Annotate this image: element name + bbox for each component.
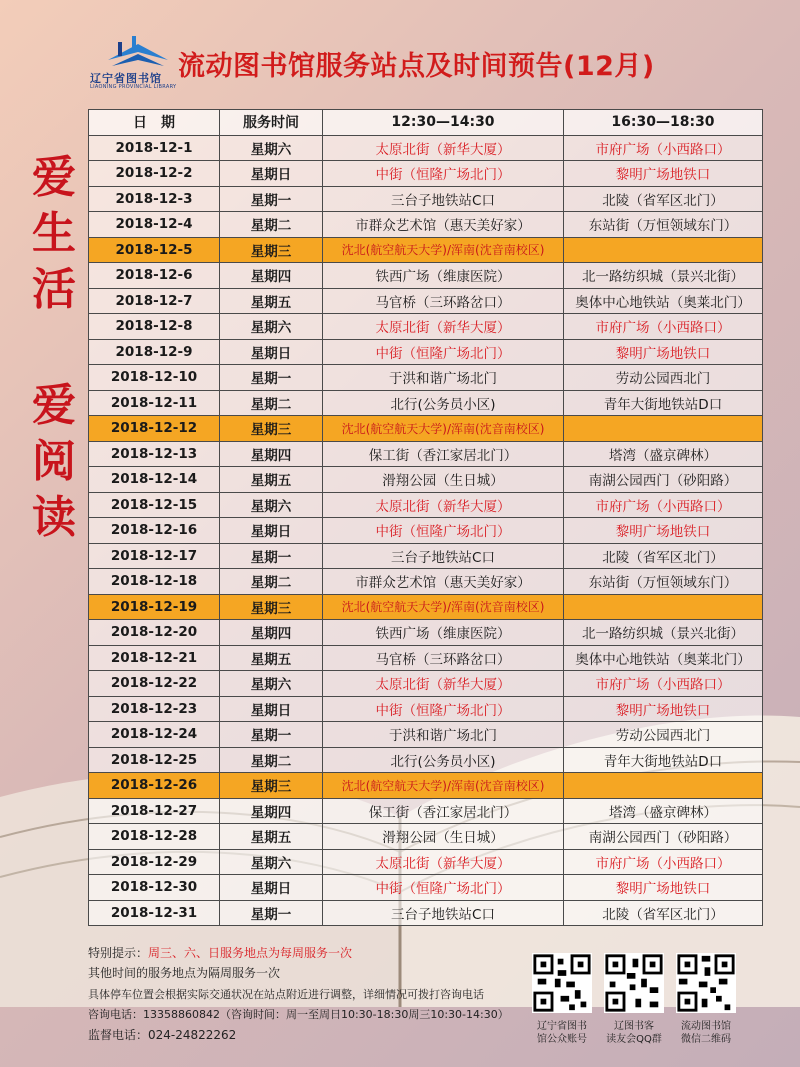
table-row: [89, 416, 763, 442]
qr-code-icon: [532, 953, 592, 1013]
pm-location-cell: 市府广场（小西路口）: [564, 671, 763, 697]
table-row: [89, 390, 763, 416]
logo-name: 辽宁省图书馆: [90, 72, 162, 85]
header-date: 日 期: [89, 110, 220, 136]
am-location-cell: 保工街（香江家居北门）: [323, 441, 564, 467]
pm-location-cell: 北一路纺织城（景兴北街）: [564, 620, 763, 646]
am-location-cell: 沈北(航空航天大学)/浑南(沈音南校区): [323, 416, 564, 442]
weekday-cell: 星期二: [220, 569, 323, 595]
pm-location-cell: 塔湾（盛京碑林）: [564, 798, 763, 824]
date-cell: 2018-12-18: [89, 569, 220, 595]
table-row: [89, 543, 763, 569]
pm-location-cell: [564, 237, 763, 263]
table-row: [89, 824, 763, 850]
pm-location-cell: 南湖公园西门（砂阳路）: [564, 824, 763, 850]
table-row: [89, 135, 763, 161]
weekday-cell: 星期二: [220, 390, 323, 416]
pm-location-cell: 东站街（万恒领域东门）: [564, 212, 763, 238]
logo-subtitle: LIAONING PROVINCIAL LIBRARY: [90, 84, 177, 90]
weekday-cell: 星期四: [220, 798, 323, 824]
date-cell: 2018-12-31: [89, 900, 220, 926]
weekday-cell: 星期三: [220, 416, 323, 442]
weekday-cell: 星期一: [220, 900, 323, 926]
date-cell: 2018-12-1: [89, 135, 220, 161]
slogan-char: 生: [32, 208, 76, 259]
weekday-cell: 星期日: [220, 518, 323, 544]
pm-location-cell: 黎明广场地铁口: [564, 875, 763, 901]
qr-label-qq-group: [594, 1020, 674, 1046]
am-location-cell: 保工街（香江家居北门）: [323, 798, 564, 824]
table-row: [89, 212, 763, 238]
table-row: [89, 747, 763, 773]
am-location-cell: 太原北街（新华大厦）: [323, 671, 564, 697]
pm-location-cell: 南湖公园西门（砂阳路）: [564, 467, 763, 493]
weekday-cell: 星期日: [220, 161, 323, 187]
date-cell: 2018-12-10: [89, 365, 220, 391]
am-location-cell: 于洪和谐广场北门: [323, 365, 564, 391]
date-cell: 2018-12-9: [89, 339, 220, 365]
weekday-cell: 星期四: [220, 441, 323, 467]
weekday-cell: 星期日: [220, 339, 323, 365]
table-row: [89, 263, 763, 289]
weekday-cell: 星期六: [220, 135, 323, 161]
weekday-cell: 星期三: [220, 773, 323, 799]
date-cell: 2018-12-2: [89, 161, 220, 187]
weekday-cell: 星期日: [220, 875, 323, 901]
pm-location-cell: 青年大街地铁站D口: [564, 390, 763, 416]
am-location-cell: 中街（恒隆广场北门）: [323, 339, 564, 365]
supervise-phone: 监督电话：024-24822262: [88, 1028, 237, 1042]
am-location-cell: 沈北(航空航天大学)/浑南(沈音南校区): [323, 773, 564, 799]
am-location-cell: 沈北(航空航天大学)/浑南(沈音南校区): [323, 594, 564, 620]
date-cell: 2018-12-21: [89, 645, 220, 671]
page-title: 流动图书馆服务站点及时间预告(12月): [178, 51, 655, 82]
am-location-cell: 三台子地铁站C口: [323, 900, 564, 926]
table-row: [89, 900, 763, 926]
tip-text: 周三、六、日服务地点为每周服务一次: [148, 946, 353, 960]
table-row: [89, 186, 763, 212]
table-row: [89, 594, 763, 620]
weekday-cell: 星期六: [220, 849, 323, 875]
weekday-cell: 星期五: [220, 645, 323, 671]
date-cell: 2018-12-14: [89, 467, 220, 493]
date-cell: 2018-12-16: [89, 518, 220, 544]
date-cell: 2018-12-28: [89, 824, 220, 850]
date-cell: 2018-12-26: [89, 773, 220, 799]
table-row: [89, 441, 763, 467]
qr-label-line: 微信二维码: [681, 1034, 731, 1045]
weekday-cell: 星期日: [220, 696, 323, 722]
table-row: [89, 620, 763, 646]
table-row: [89, 773, 763, 799]
pm-location-cell: 东站街（万恒领域东门）: [564, 569, 763, 595]
am-location-cell: 铁西广场（维康医院）: [323, 620, 564, 646]
pm-location-cell: 市府广场（小西路口）: [564, 314, 763, 340]
qr-label-line: 读友会QQ群: [606, 1034, 662, 1045]
qr-code-icon: [604, 953, 664, 1013]
am-location-cell: 马官桥（三环路岔口）: [323, 288, 564, 314]
table-row: [89, 722, 763, 748]
date-cell: 2018-12-3: [89, 186, 220, 212]
special-tip: [88, 944, 352, 961]
pm-location-cell: 奥体中心地铁站（奥莱北门）: [564, 288, 763, 314]
am-location-cell: 于洪和谐广场北门: [323, 722, 564, 748]
weekday-cell: 星期二: [220, 747, 323, 773]
slogan-char: 爱: [32, 152, 76, 203]
am-location-cell: 铁西广场（维康医院）: [323, 263, 564, 289]
date-cell: 2018-12-12: [89, 416, 220, 442]
table-row: [89, 645, 763, 671]
weekday-cell: 星期三: [220, 237, 323, 263]
date-cell: 2018-12-29: [89, 849, 220, 875]
am-location-cell: 三台子地铁站C口: [323, 543, 564, 569]
table-row: [89, 849, 763, 875]
date-cell: 2018-12-4: [89, 212, 220, 238]
date-cell: 2018-12-15: [89, 492, 220, 518]
pm-location-cell: 市府广场（小西路口）: [564, 135, 763, 161]
note-line-3: 具体停车位置会根据实际交通状况在站点附近进行调整，详细情况可拨打咨询电话: [88, 988, 484, 1001]
schedule-table: [88, 109, 763, 926]
am-location-cell: 中街（恒隆广场北门）: [323, 875, 564, 901]
date-cell: 2018-12-11: [89, 390, 220, 416]
table-row: [89, 161, 763, 187]
date-cell: 2018-12-7: [89, 288, 220, 314]
date-cell: 2018-12-8: [89, 314, 220, 340]
qr-label-official-account: [522, 1020, 602, 1046]
qr-code-icon: [676, 953, 736, 1013]
slogan-char: 爱: [32, 380, 76, 431]
pm-location-cell: 黎明广场地铁口: [564, 339, 763, 365]
date-cell: 2018-12-13: [89, 441, 220, 467]
weekday-cell: 星期一: [220, 722, 323, 748]
am-location-cell: 滑翔公园（生日城）: [323, 824, 564, 850]
pm-location-cell: 市府广场（小西路口）: [564, 849, 763, 875]
table-row: [89, 288, 763, 314]
pm-location-cell: 黎明广场地铁口: [564, 518, 763, 544]
pm-location-cell: 劳动公园西北门: [564, 365, 763, 391]
pm-location-cell: 青年大街地铁站D口: [564, 747, 763, 773]
qr-label-wechat: [666, 1020, 746, 1046]
date-cell: 2018-12-24: [89, 722, 220, 748]
date-cell: 2018-12-30: [89, 875, 220, 901]
pm-location-cell: 塔湾（盛京碑林）: [564, 441, 763, 467]
am-location-cell: 太原北街（新华大厦）: [323, 314, 564, 340]
note-line-2: 其他时间的服务地点为隔周服务一次: [88, 966, 281, 980]
table-row: [89, 339, 763, 365]
table-row: [89, 875, 763, 901]
date-cell: 2018-12-20: [89, 620, 220, 646]
table-row: [89, 365, 763, 391]
weekday-cell: 星期一: [220, 365, 323, 391]
weekday-cell: 星期二: [220, 212, 323, 238]
qr-label-line: 辽图书客: [614, 1021, 654, 1032]
date-cell: 2018-12-5: [89, 237, 220, 263]
table-row: [89, 314, 763, 340]
pm-location-cell: [564, 773, 763, 799]
pm-location-cell: 劳动公园西北门: [564, 722, 763, 748]
weekday-cell: 星期三: [220, 594, 323, 620]
header-am-slot: 12:30—14:30: [323, 110, 564, 136]
am-location-cell: 太原北街（新华大厦）: [323, 135, 564, 161]
date-cell: 2018-12-6: [89, 263, 220, 289]
am-location-cell: 马官桥（三环路岔口）: [323, 645, 564, 671]
tip-label: 特别提示：: [88, 946, 149, 960]
am-location-cell: 市群众艺术馆（惠天美好家）: [323, 212, 564, 238]
pm-location-cell: 北陵（省军区北门）: [564, 543, 763, 569]
slogan-top: [28, 150, 80, 318]
qr-label-line: 馆公众账号: [537, 1034, 587, 1045]
slogan-char: 活: [32, 264, 76, 315]
weekday-cell: 星期一: [220, 543, 323, 569]
am-location-cell: 沈北(航空航天大学)/浑南(沈音南校区): [323, 237, 564, 263]
table-row: [89, 467, 763, 493]
weekday-cell: 星期五: [220, 467, 323, 493]
weekday-cell: 星期六: [220, 314, 323, 340]
table-header-row: [89, 110, 763, 136]
table-row: [89, 671, 763, 697]
slogan-char: 阅: [32, 436, 76, 487]
date-cell: 2018-12-23: [89, 696, 220, 722]
pm-location-cell: 奥体中心地铁站（奥莱北门）: [564, 645, 763, 671]
table-row: [89, 696, 763, 722]
date-cell: 2018-12-17: [89, 543, 220, 569]
pm-location-cell: 北陵（省军区北门）: [564, 900, 763, 926]
weekday-cell: 星期五: [220, 288, 323, 314]
table-row: [89, 492, 763, 518]
consult-phone: 咨询电话：13358860842（咨询时间：周一至周日10:30-18:30周三10:30-14:30）: [88, 1008, 509, 1021]
date-cell: 2018-12-19: [89, 594, 220, 620]
pm-location-cell: 黎明广场地铁口: [564, 161, 763, 187]
table-row: [89, 798, 763, 824]
weekday-cell: 星期四: [220, 620, 323, 646]
am-location-cell: 中街（恒隆广场北门）: [323, 161, 564, 187]
table-row: [89, 237, 763, 263]
slogan-bottom: [28, 378, 80, 546]
am-location-cell: 太原北街（新华大厦）: [323, 492, 564, 518]
weekday-cell: 星期五: [220, 824, 323, 850]
am-location-cell: 三台子地铁站C口: [323, 186, 564, 212]
pm-location-cell: [564, 416, 763, 442]
slogan-char: 读: [32, 492, 76, 543]
header-weekday: 服务时间: [220, 110, 323, 136]
header-pm-slot: 16:30—18:30: [564, 110, 763, 136]
weekday-cell: 星期六: [220, 671, 323, 697]
qr-label-line: 流动图书馆: [681, 1021, 731, 1032]
weekday-cell: 星期四: [220, 263, 323, 289]
am-location-cell: 北行(公务员小区): [323, 390, 564, 416]
weekday-cell: 星期六: [220, 492, 323, 518]
am-location-cell: 中街（恒隆广场北门）: [323, 696, 564, 722]
table-row: [89, 569, 763, 595]
weekday-cell: 星期一: [220, 186, 323, 212]
date-cell: 2018-12-25: [89, 747, 220, 773]
am-location-cell: 市群众艺术馆（惠天美好家）: [323, 569, 564, 595]
am-location-cell: 太原北街（新华大厦）: [323, 849, 564, 875]
pm-location-cell: 市府广场（小西路口）: [564, 492, 763, 518]
am-location-cell: 滑翔公园（生日城）: [323, 467, 564, 493]
date-cell: 2018-12-22: [89, 671, 220, 697]
pm-location-cell: 北一路纺织城（景兴北街）: [564, 263, 763, 289]
date-cell: 2018-12-27: [89, 798, 220, 824]
table-row: [89, 518, 763, 544]
am-location-cell: 北行(公务员小区): [323, 747, 564, 773]
pm-location-cell: 黎明广场地铁口: [564, 696, 763, 722]
qr-label-line: 辽宁省图书: [537, 1021, 587, 1032]
am-location-cell: 中街（恒隆广场北门）: [323, 518, 564, 544]
pm-location-cell: 北陵（省军区北门）: [564, 186, 763, 212]
pm-location-cell: [564, 594, 763, 620]
